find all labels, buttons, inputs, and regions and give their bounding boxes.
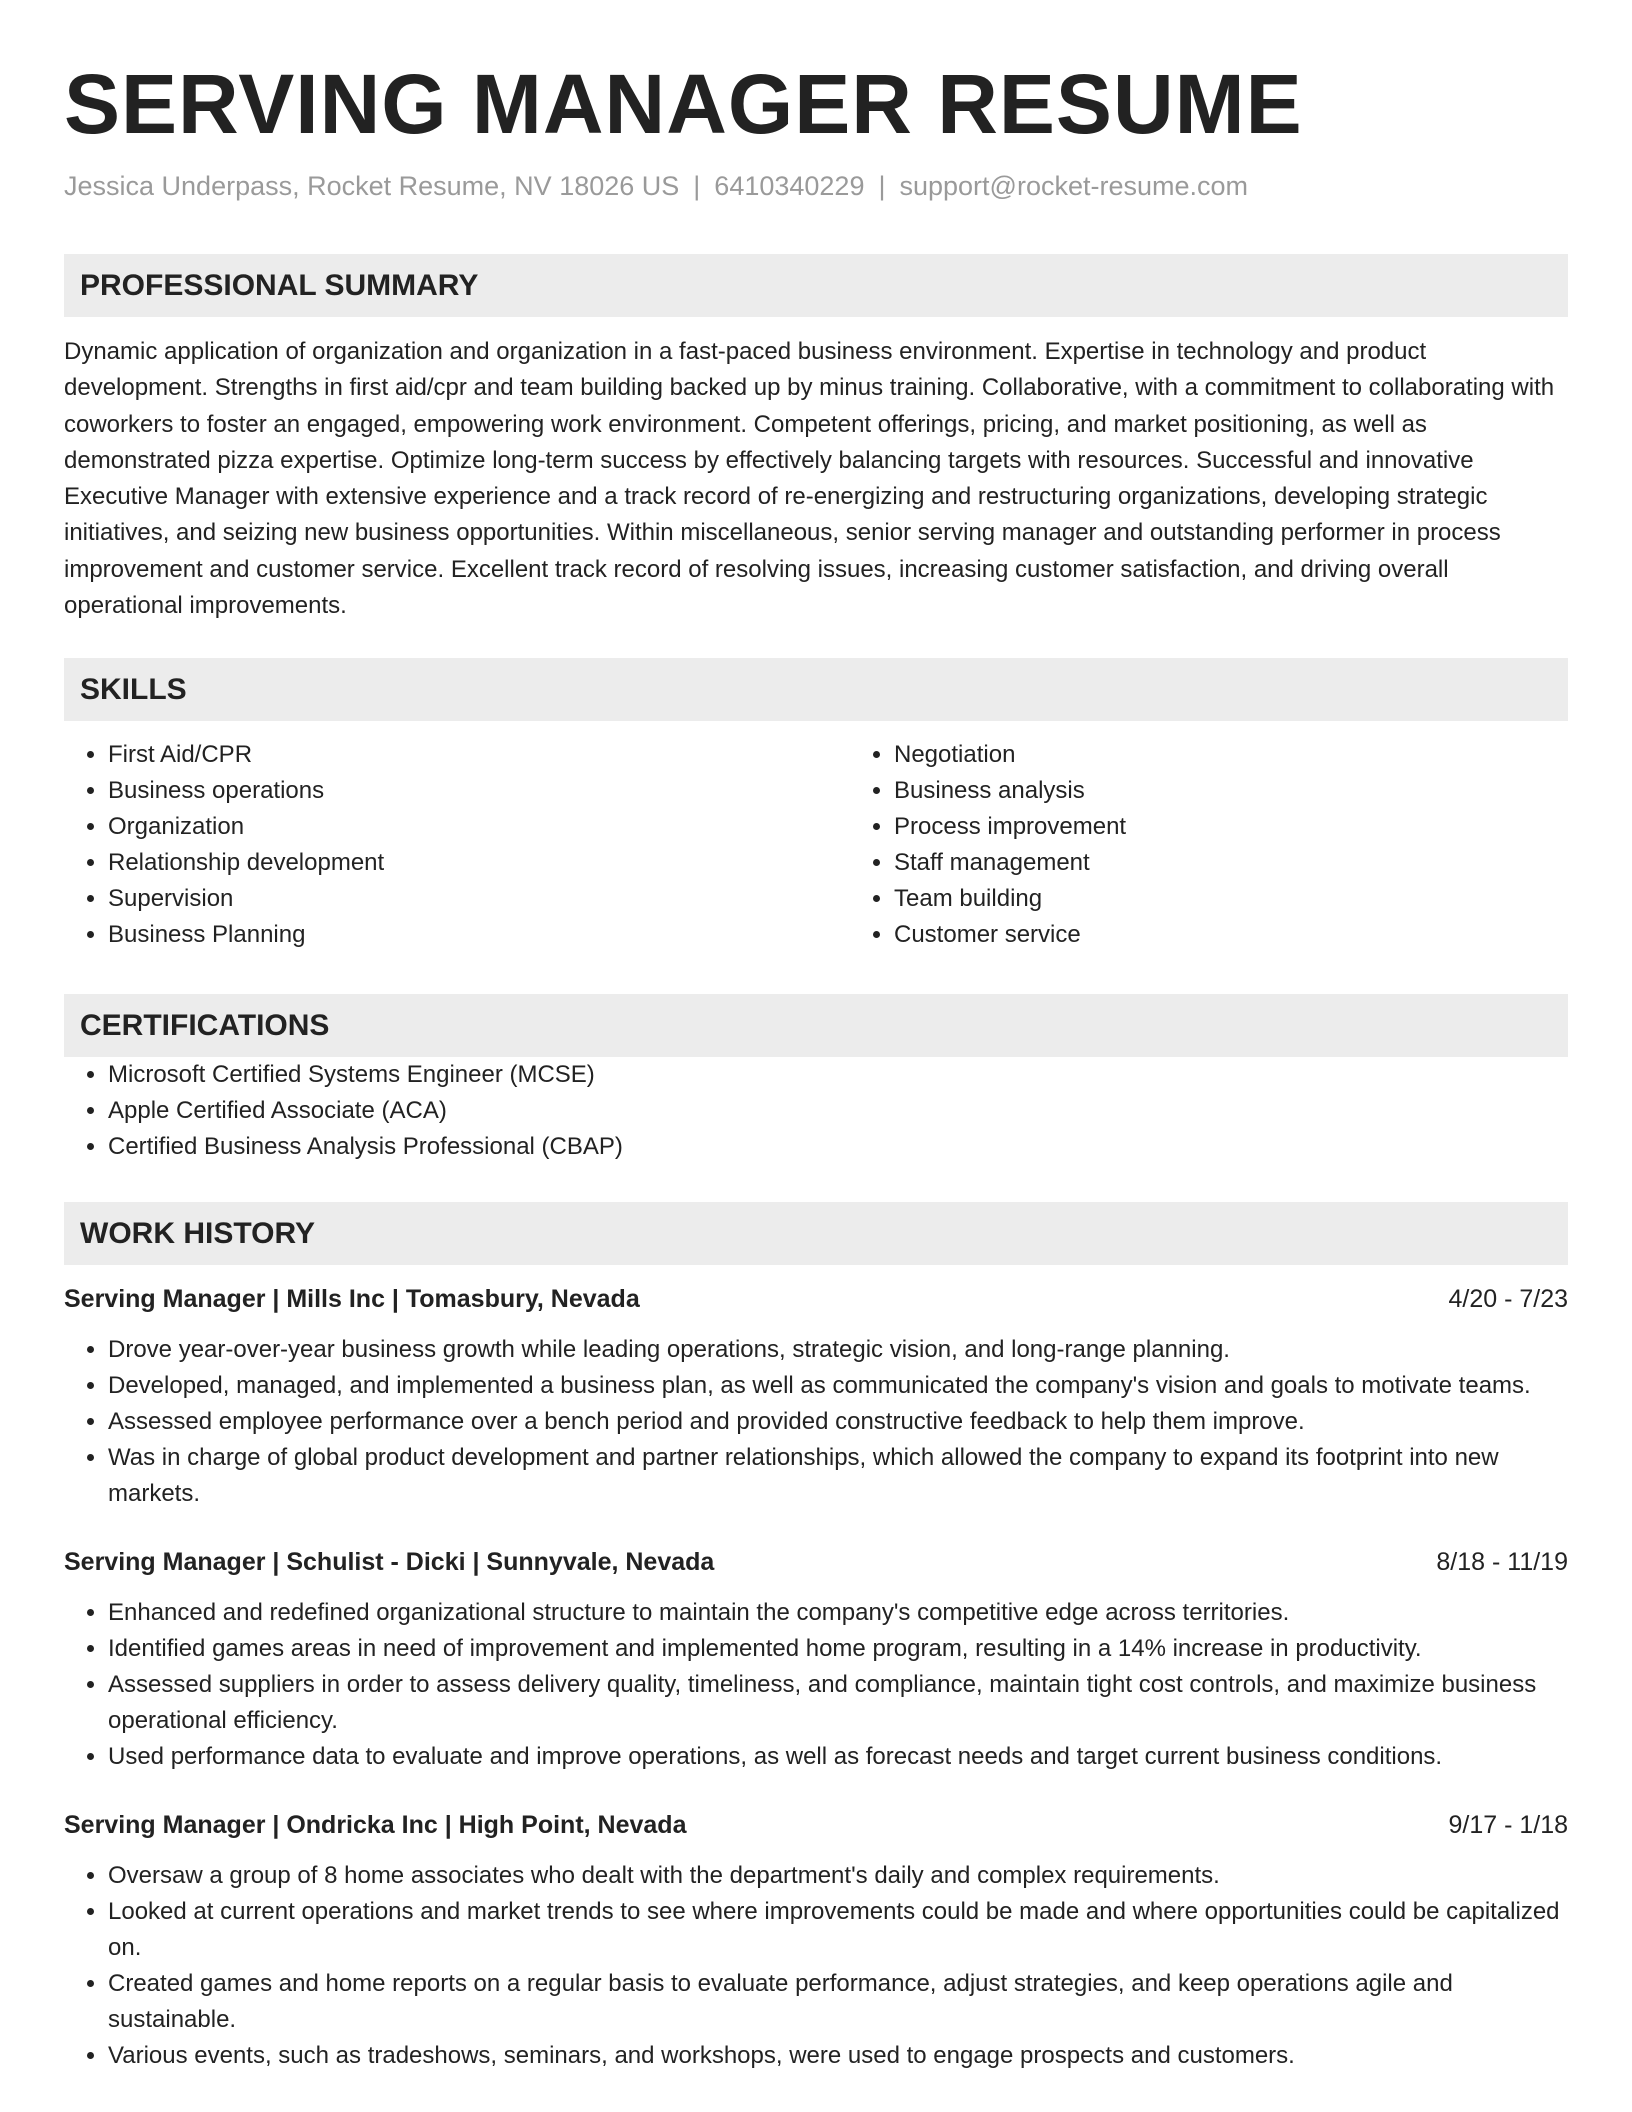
skill-item: • First Aid/CPR [108, 737, 850, 773]
job-entry [64, 1281, 1568, 1512]
certification-item: • Apple Certified Associate (ACA) [108, 1093, 1568, 1129]
job-bullet: • Enhanced and redefined organizational structure to maintain the company's competitive edge across territories. [108, 1595, 1568, 1631]
job-bullets [64, 1858, 1568, 2074]
skills-grid [64, 737, 1568, 953]
resume-title: SERVING MANAGER RESUME [64, 57, 1303, 151]
skill-item: • Organization [108, 809, 850, 845]
job-bullet: • Assessed employee performance over a bench period and provided constructive feedback to help them improve. [108, 1404, 1568, 1440]
job-dates: 4/20 - 7/23 [1448, 1285, 1568, 1314]
summary-text: Dynamic application of organization and organization in a fast-paced business environment. Expertise in technology and product development. Strengths in first aid/cpr and team building backed up by minus training. Collaborative, with a commitment to collaborating with coworkers to foster an engaged, empowering work environment. Competent offerings, pricing, and market positioning, as well as demonstrated pizza expertise. Optimize long-term success by effectively balancing targets with resources. Successful and innovative Executive Manager with extensive experience and a track record of re-energizing and restructuring organizations, developing strategic initiatives, and seizing new business opportunities. Within miscellaneous, senior serving manager and outstanding performer in process improvement and customer service. Excellent track record of resolving issues, increasing customer satisfaction, and driving overall operational improvements. [64, 338, 1555, 620]
skill-item: • Team building [894, 881, 1568, 917]
skill-item: • Business analysis [894, 773, 1568, 809]
skills-list-left [64, 737, 850, 953]
section-heading-skills: SKILLS [64, 658, 1568, 721]
job-entry [64, 1544, 1568, 1775]
skill-item: • Relationship development [108, 845, 850, 881]
certification-item: • Certified Business Analysis Professional (CBAP) [108, 1129, 1568, 1165]
contact-separator: | [878, 171, 886, 201]
skill-item: • Business operations [108, 773, 850, 809]
contact-address: Jessica Underpass, Rocket Resume, NV 18026 US [64, 171, 680, 201]
contact-phone[interactable]: 6410340229 [714, 171, 865, 201]
section-heading-summary: PROFESSIONAL SUMMARY [64, 254, 1568, 317]
job-title: Serving Manager | Schulist - Dicki | Sunnyvale, Nevada [64, 1548, 715, 1577]
job-header [64, 1807, 1568, 1843]
job-bullet: • Drove year-over-year business growth while leading operations, strategic vision, and long-range planning. [108, 1332, 1568, 1368]
job-bullet: • Was in charge of global product development and partner relationships, which allowed the company to expand its footprint into new markets. [108, 1440, 1568, 1512]
certifications-list [64, 1057, 1568, 1165]
skill-item: • Negotiation [894, 737, 1568, 773]
skill-item: • Customer service [894, 917, 1568, 953]
job-dates: 8/18 - 11/19 [1436, 1548, 1568, 1577]
skill-item: • Business Planning [108, 917, 850, 953]
professional-summary-section [64, 254, 1568, 624]
job-bullet: • Looked at current operations and market trends to see where improvements could be made and where opportunities could be capitalized on. [108, 1894, 1568, 1966]
job-bullet: • Oversaw a group of 8 home associates who dealt with the department's daily and complex requirements. [108, 1858, 1568, 1894]
section-heading-certifications: CERTIFICATIONS [64, 994, 1568, 1057]
job-bullets [64, 1332, 1568, 1512]
skill-item: • Process improvement [894, 809, 1568, 845]
certification-item: • Microsoft Certified Systems Engineer (MCSE) [108, 1057, 1568, 1093]
job-header [64, 1281, 1568, 1317]
job-bullets [64, 1595, 1568, 1775]
job-title: Serving Manager | Ondricka Inc | High Point, Nevada [64, 1811, 687, 1840]
skills-section [64, 658, 1568, 953]
contact-email[interactable]: support@rocket-resume.com [899, 171, 1249, 201]
job-bullet: • Assessed suppliers in order to assess delivery quality, timeliness, and compliance, maintain tight cost controls, and maximize business operational efficiency. [108, 1667, 1568, 1739]
skill-item: • Staff management [894, 845, 1568, 881]
skill-item: • Supervision [108, 881, 850, 917]
contact-line [64, 168, 1568, 204]
certifications-section [64, 994, 1568, 1165]
skills-list-right [850, 737, 1568, 953]
job-bullet: • Created games and home reports on a regular basis to evaluate performance, adjust strategies, and keep operations agile and sustainable. [108, 1966, 1568, 2038]
job-bullet: • Developed, managed, and implemented a business plan, as well as communicated the company's vision and goals to motivate teams. [108, 1368, 1568, 1404]
job-header [64, 1544, 1568, 1580]
job-bullet: • Identified games areas in need of improvement and implemented home program, resulting in a 14% increase in productivity. [108, 1631, 1568, 1667]
job-bullet: • Various events, such as tradeshows, seminars, and workshops, were used to engage prospects and customers. [108, 2038, 1568, 2074]
job-bullet: • Used performance data to evaluate and improve operations, as well as forecast needs and target current business conditions. [108, 1739, 1568, 1775]
job-entry [64, 1807, 1568, 2074]
contact-separator: | [693, 171, 701, 201]
job-dates: 9/17 - 1/18 [1448, 1811, 1568, 1840]
job-title: Serving Manager | Mills Inc | Tomasbury, Nevada [64, 1285, 640, 1314]
section-heading-work-history: WORK HISTORY [64, 1202, 1568, 1265]
work-history-section [64, 1202, 1568, 2074]
